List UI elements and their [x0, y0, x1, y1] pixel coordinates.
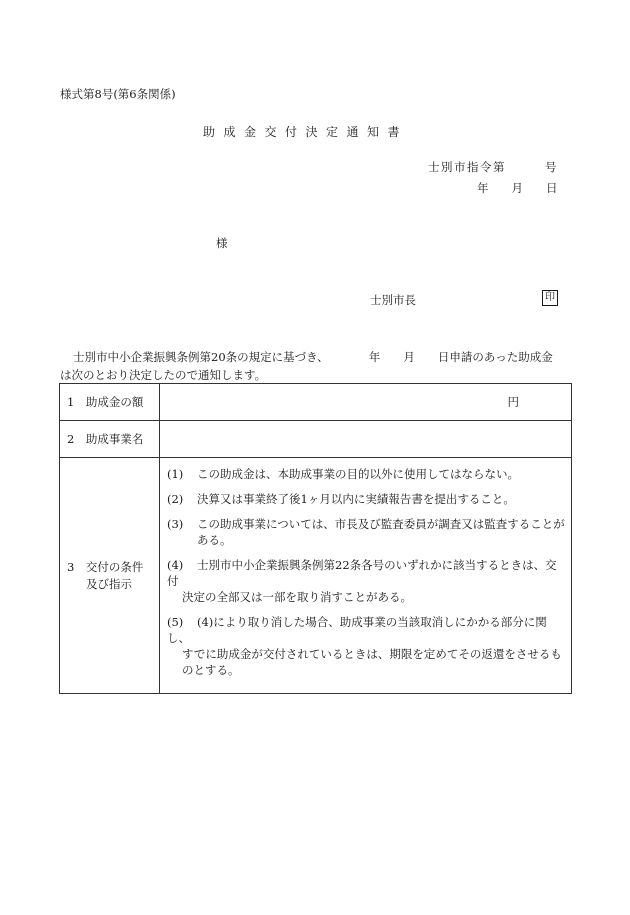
body-line-2: は次のとおり決定したので通知します。	[60, 368, 267, 382]
condition-text: (4)により取り消した場合、助成事業の当該取消しにかかる部分に関し、	[167, 615, 547, 645]
table-row-amount	[60, 384, 572, 421]
grant-amount-value: 円	[160, 384, 572, 421]
sender-name: 士別市長	[370, 293, 416, 307]
condition-item	[167, 614, 567, 678]
condition-item	[167, 466, 567, 482]
condition-number: (4)	[167, 558, 184, 572]
condition-text: この助成金は、本助成事業の目的以外に使用してはならない。	[197, 467, 519, 481]
condition-item	[167, 516, 567, 548]
conditions-list	[160, 458, 571, 693]
conditions-cell	[160, 458, 572, 694]
label-conditions-line-2: 及び指示	[86, 576, 132, 591]
label-conditions-line-1: 3 交付の条件	[67, 559, 144, 574]
condition-continuation: すでに助成金が交付されているときは、期限を定めてその返還をさせるものとする。	[182, 647, 562, 677]
body-line-1: 士別市中小企業振興条例第20条の規定に基づき、 年 月 日申請のあった助成金	[73, 350, 553, 364]
condition-continuation: 決定の全部又は一部を取り消すことがある。	[182, 590, 412, 604]
condition-number: (1)	[167, 467, 184, 481]
form-number: 様式第8号(第6条関係)	[60, 87, 176, 101]
project-name-value	[160, 421, 572, 458]
label-grant-amount: 1 助成金の額	[60, 384, 160, 421]
condition-item	[167, 557, 567, 605]
document-date: 年 月 日	[477, 181, 558, 195]
condition-number: (5)	[167, 615, 184, 629]
condition-continuation: ある。	[197, 533, 232, 547]
condition-number: (3)	[167, 517, 184, 531]
condition-item	[167, 491, 567, 507]
notification-body	[60, 348, 575, 384]
document-title: 助成金交付決定通知書	[203, 125, 409, 139]
label-conditions	[60, 458, 160, 694]
table-row-conditions	[60, 458, 572, 694]
condition-text: 決算又は事業終了後1ヶ月以内に実績報告書を提出すること。	[197, 492, 515, 506]
decision-table	[59, 383, 572, 694]
document-number: 士別市指令第 号	[428, 160, 558, 174]
addressee-honorific: 様	[216, 236, 228, 250]
condition-text: この助成事業については、市長及び監査委員が調査又は監査することが	[197, 517, 565, 531]
condition-text: 士別市中小企業振興条例第22条各号のいずれかに該当するときは、交付	[167, 558, 557, 588]
condition-number: (2)	[167, 492, 184, 506]
table-row-project	[60, 421, 572, 458]
seal-stamp: 印	[542, 290, 558, 306]
label-project-name: 2 助成事業名	[60, 421, 160, 458]
